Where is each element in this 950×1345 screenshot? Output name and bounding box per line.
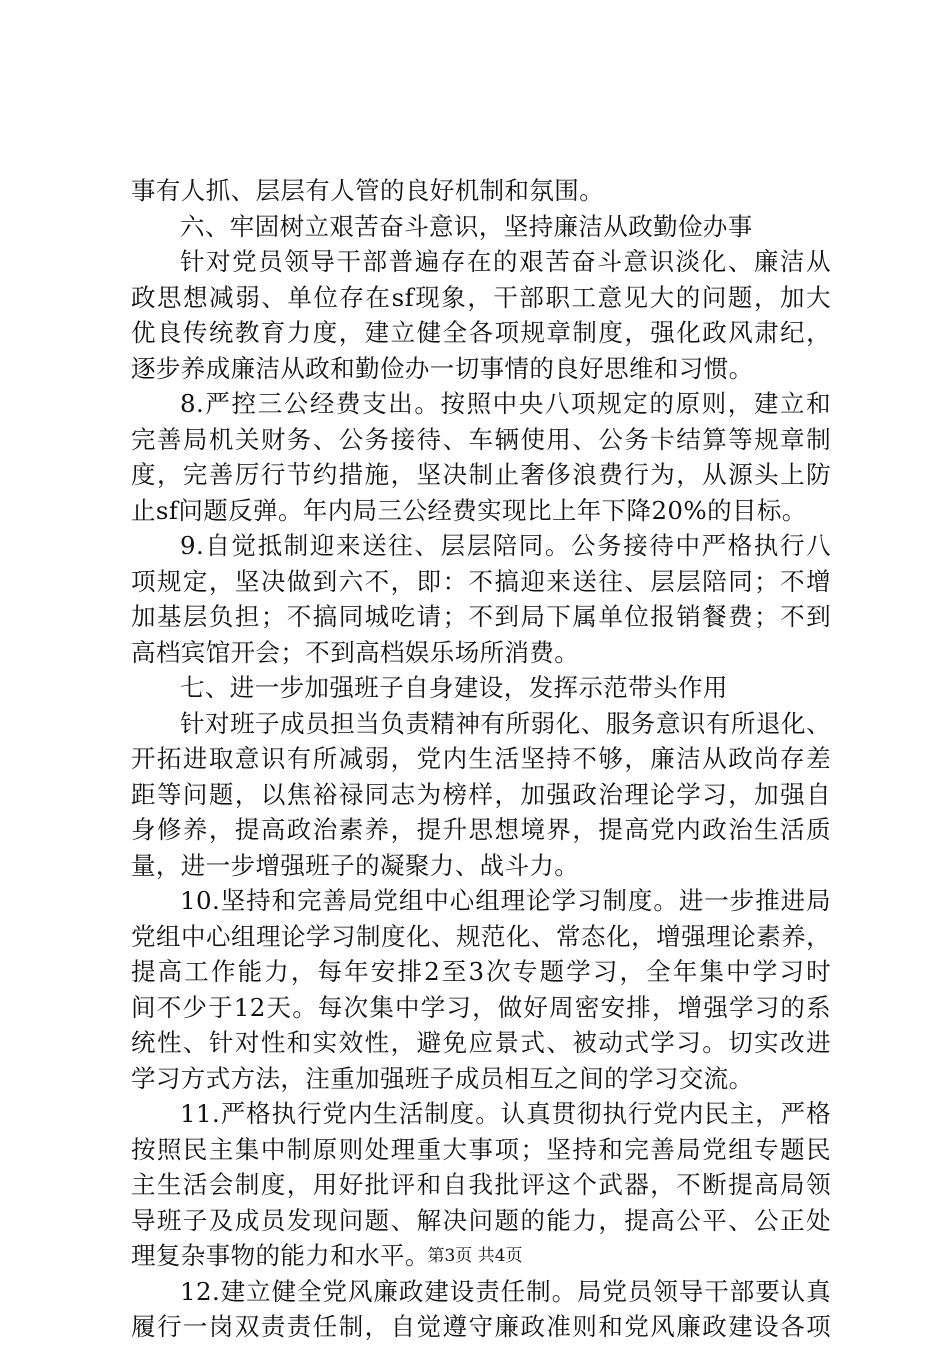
text-line: 止sf问题反弹。年内局三公经费实现比上年下降20%的目标。 [131,495,807,525]
text-line: 理复杂事物的能力和水平。 [131,1241,430,1270]
text-line: 距等问题，以焦裕禄同志为榜样，加强政治理论学习，加强自 [131,779,831,809]
text-line: 事有人抓、层层有人管的良好机制和氛围。 [131,176,605,205]
text-line: 间不少于12天。每次集中学习，做好周密安排，增强学习的系 [131,992,831,1022]
text-line: 项规定，坚决做到六不，即：不搞迎来送往、层层陪同；不增 [131,566,831,596]
text-line: 导班子及成员发现问题、解决问题的能力，提高公平、公正处 [131,1205,831,1235]
page-number-footer: 第3页 共4页 [427,1246,523,1266]
text-line: 党组中心组理论学习制度化、规范化、常态化，增强理论素养， [131,921,831,951]
text-line: 开拓进取意识有所减弱，党内生活坚持不够，廉洁从政尚存差 [131,744,831,773]
text-line: 10.坚持和完善局党组中心组理论学习制度。进一步推进局 [180,886,831,915]
text-line: 统性、针对性和实效性，避免应景式、被动式学习。切实改进 [131,1028,831,1057]
text-line: 12.建立健全党风廉政建设责任制。局党员领导干部要认真 [180,1276,831,1306]
section-heading: 七、进一步加强班子自身建设，发挥示范带头作用 [180,673,728,702]
text-line: 高档宾馆开会；不到高档娱乐场所消费。 [131,637,580,667]
text-line: 度，完善厉行节约措施，坚决制止奢侈浪费行为，从源头上防 [131,460,831,489]
text-line: 逐步养成廉洁从政和勤俭办一切事情的良好思维和习惯。 [131,353,754,383]
document-body [131,173,831,1345]
text-line: 提高工作能力，每年安排2至3次专题学习，全年集中学习时 [131,957,831,986]
text-line: 量，进一步增强班子的凝聚力、战斗力。 [131,850,580,880]
text-line: 学习方式方法，注重加强班子成员相互之间的学习交流。 [131,1063,754,1093]
text-line: 政思想减弱、单位存在sf现象，干部职工意见大的问题，加大 [131,282,831,312]
text-line: 完善局机关财务、公务接待、车辆使用、公务卡结算等规章制 [131,424,831,454]
text-line: 履行一岗双责责任制，自觉遵守廉政准则和党风廉政建设各项 [131,1312,831,1341]
text-line: 针对党员领导干部普遍存在的艰苦奋斗意识淡化、廉洁从 [180,247,831,276]
text-line: 按照民主集中制原则处理重大事项；坚持和完善局党组专题民 [131,1134,831,1164]
text-line: 8.严控三公经费支出。按照中央八项规定的原则，建立和 [180,389,831,418]
text-line: 身修养，提高政治素养，提升思想境界，提高党内政治生活质 [131,815,831,844]
text-line: 9.自觉抵制迎来送往、层层陪同。公务接待中严格执行八 [180,531,831,560]
section-heading: 六、牢固树立艰苦奋斗意识，坚持廉洁从政勤俭办事 [180,211,753,241]
text-line: 优良传统教育力度，建立健全各项规章制度，强化政风肃纪， [131,318,831,347]
text-line: 针对班子成员担当负责精神有所弱化、服务意识有所退化、 [180,708,831,738]
text-line: 主生活会制度，用好批评和自我批评这个武器，不断提高局领 [131,1170,831,1199]
text-line: 加基层负担；不搞同城吃请；不到局下属单位报销餐费；不到 [131,602,831,631]
text-line: 11.严格执行党内生活制度。认真贯彻执行党内民主，严格 [180,1099,831,1128]
